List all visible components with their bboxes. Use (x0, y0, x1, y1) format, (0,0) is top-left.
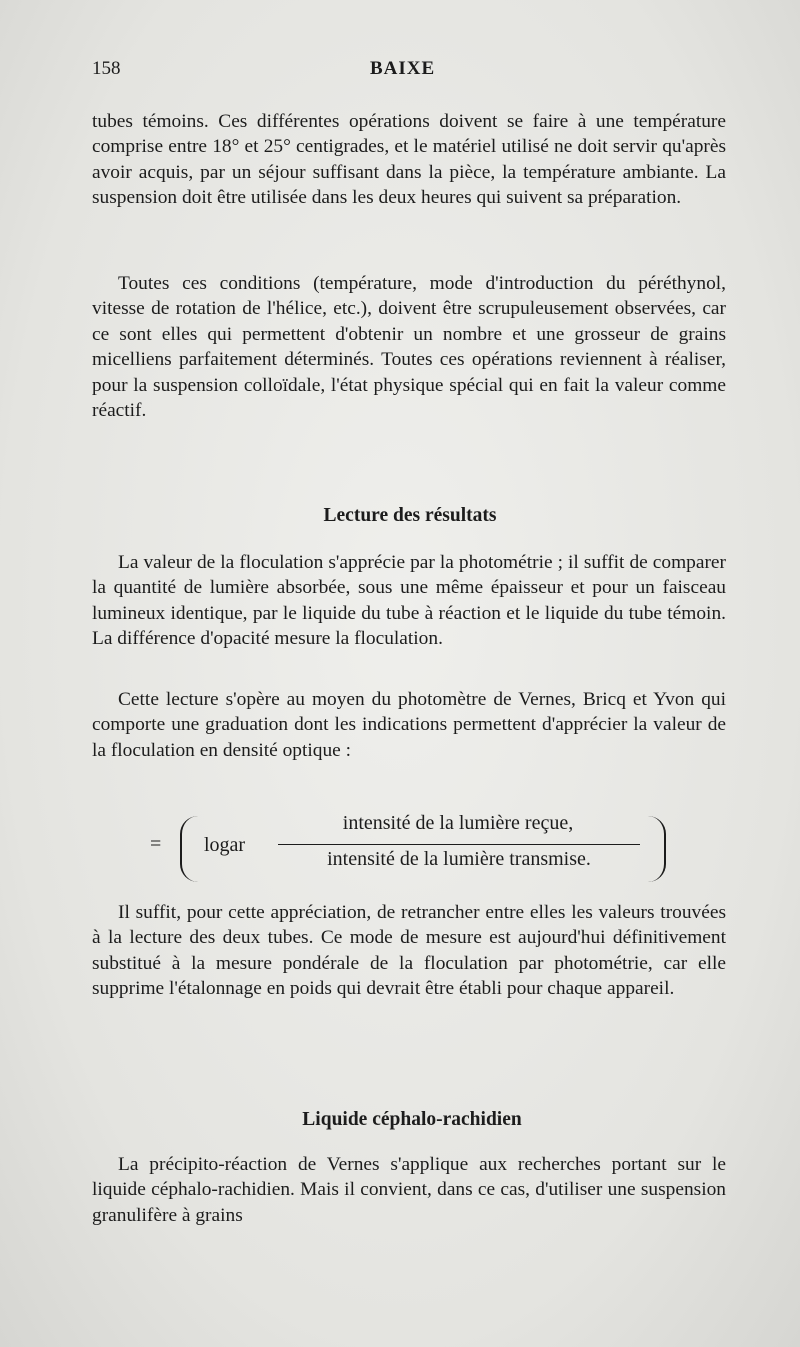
paragraph-text: Toutes ces conditions (température, mode d'introduction du péréthynol, vitesse de rotation de l'hélice, etc.), doivent être scrupuleusement observées, car ce sont elles qui permettent d'obtenir un nombre et une grosseur de grains micelliens parfaitement déterminés. Toutes ces opérations reviennent à réaliser, pour la suspension colloïdale, l'état physique spécial qui en fait la valeur comme réactif. (92, 273, 726, 422)
formula-fraction-bar (278, 844, 640, 845)
paragraph-photometre (92, 687, 726, 763)
paragraph-text: La valeur de la floculation s'apprécie par la photométrie ; il suffit de comparer la quantité de lumière absorbée, sous une même épaisseur et pour un faisceau lumineux identique, par le liquide du tube à réaction et le liquide du tube témoin. La différence d'opacité mesure la floculation. (92, 552, 726, 650)
page-header (92, 58, 720, 88)
running-head: BAIXE (370, 58, 436, 79)
paragraph-precipito-reaction (92, 1152, 726, 1228)
formula-numerator: intensité de la lumière reçue, (342, 812, 574, 834)
paragraph-continuation (92, 109, 726, 211)
paragraph-text: Cette lecture s'opère au moyen du photomètre de Vernes, Bricq et Yvon qui comporte une graduation dont les indications permettent d'apprécier la valeur de la floculation en densité optique : (92, 689, 726, 761)
page-number: 158 (92, 58, 121, 79)
paragraph-text: La précipito-réaction de Vernes s'applique aux recherches portant sur le liquide céphalo-rachidien. Mais il convient, dans ce cas, d'utiliser une suspension granulifère à grains (92, 1154, 726, 1226)
paragraph-conditions (92, 271, 726, 423)
formula-left-parenthesis (180, 816, 198, 882)
formula-denominator: intensité de la lumière transmise. (327, 848, 591, 870)
paragraph-photometrie (92, 550, 726, 652)
paragraph-appreciation (92, 900, 726, 1002)
paragraph-text: tubes témoins. Ces différentes opérations doivent se faire à une température comprise entre 18° et 25° centigrades, et le matériel utilisé ne doit servir qu'après avoir acquis, par un séjour suffisant dans la pièce, la température ambiante. La suspension doit être utilisée dans les deux heures qui suivent sa préparation. (92, 111, 726, 209)
section-heading-lecture-des-resultats: Lecture des résultats (323, 505, 497, 526)
formula-function-name: logar (204, 834, 246, 856)
formula-right-parenthesis (648, 816, 666, 882)
paragraph-text: Il suffit, pour cette appréciation, de retrancher entre elles les valeurs trouvées à la lecture des deux tubes. Ce mode de mesure est aujourd'hui définitivement substitué à la mesure pondérale de la floculation par photométrie, car elle supprime l'étalonnage en poids qui devrait être établi pour chaque appareil. (92, 902, 726, 1000)
section-heading-liquide-cephalo-rachidien: Liquide céphalo-rachidien (302, 1109, 522, 1130)
optical-density-formula (150, 810, 670, 886)
formula-equals-sign: = (150, 833, 162, 855)
